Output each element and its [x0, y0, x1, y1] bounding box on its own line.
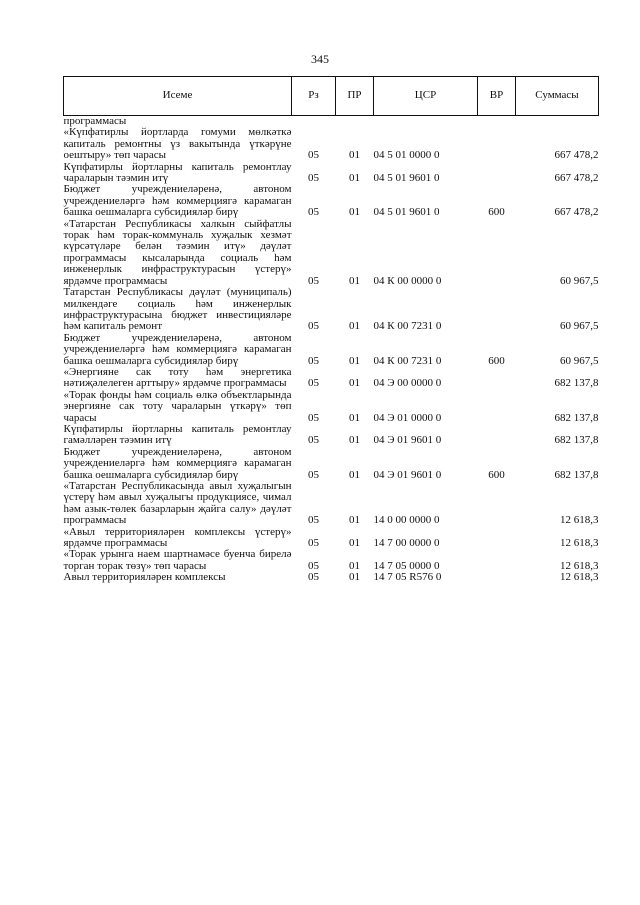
row-pr: 01: [349, 149, 360, 162]
table-row: [64, 219, 599, 287]
row-name: «Торак урынга наем шартнамәсе буенча бирелә торган торак төзү» төп чарасы: [63, 548, 292, 572]
row-pr: 01: [349, 411, 360, 424]
row-vr: [478, 481, 516, 527]
row-rz: 05: [308, 172, 319, 185]
table-row: [64, 162, 599, 185]
row-csr: 04 К 00 0000 0: [373, 274, 442, 287]
row-sum: 12 618,3: [560, 514, 599, 527]
table-header-row: [64, 77, 599, 116]
row-sum: 667 478,2: [554, 172, 599, 185]
table-row: [64, 572, 599, 583]
row-csr: 04 5 01 0000 0: [373, 149, 440, 162]
row-pr: 01: [349, 354, 360, 367]
row-rz: 05: [308, 434, 319, 447]
row-name: «Авыл территорияләрен комплексы үстерү» ярдәмче программасы: [63, 525, 292, 550]
row-rz: 05: [308, 537, 319, 550]
row-vr: [478, 162, 516, 185]
table-row: [64, 424, 599, 447]
row-csr: 04 Э 01 0000 0: [373, 411, 442, 424]
header-pr: ПР: [336, 77, 374, 116]
table-row: [64, 127, 599, 161]
row-sum: 667 478,2: [554, 149, 599, 162]
table-row: [64, 481, 599, 527]
row-rz: 05: [308, 206, 319, 219]
row-rz: 05: [308, 354, 319, 367]
page-number: 345: [311, 52, 329, 66]
table-row: [64, 287, 599, 333]
row-pr: 01: [349, 537, 360, 550]
row-vr: [478, 219, 516, 287]
row-sum: 60 967,5: [560, 274, 599, 287]
table-row: [64, 367, 599, 390]
row-rz: [292, 116, 336, 128]
table-row: [64, 527, 599, 550]
row-vr: [478, 390, 516, 424]
row-vr: [478, 287, 516, 333]
row-sum: 682 137,8: [554, 434, 599, 447]
row-sum: 682 137,8: [554, 411, 599, 424]
row-vr: 600: [488, 206, 505, 219]
row-csr: 14 7 00 0000 0: [373, 537, 440, 550]
row-sum: 60 967,5: [560, 354, 599, 367]
row-vr: [478, 549, 516, 572]
row-pr: 01: [349, 320, 360, 333]
row-name: Татарстан Республикасы дәүләт (муниципаль) милкендәге социаль һәм инженерлык инфраструктурасына бюджет инвестицияләре һәм капиталь ремонт: [63, 286, 292, 333]
header-name: Исеме: [64, 77, 292, 116]
row-name: Күпфатирлы йортларны капиталь ремонтлау гамәлләрен тәэмин итү: [63, 422, 292, 447]
row-rz: 05: [308, 274, 319, 287]
table-row: [64, 333, 599, 367]
row-rz: 05: [308, 149, 319, 162]
row-rz: 05: [308, 377, 319, 390]
row-vr: [478, 527, 516, 550]
row-csr: 14 0 00 0000 0: [373, 514, 440, 527]
row-name: «Энергияне сак тоту һәм энергетика нәтиҗәлелеген арттыру» ярдәмче программасы: [63, 365, 292, 390]
row-name: «Торак фонды һәм социаль өлкә объектларында энергияне сак тоту чараларын үткәрү» төп чарасы: [63, 388, 292, 424]
row-vr: 600: [488, 468, 505, 481]
row-name: Күпфатирлы йортларны капиталь ремонтлау чараларын тәэмин итү: [63, 160, 292, 185]
row-pr: [336, 116, 374, 128]
table-row: [64, 447, 599, 481]
row-csr: 04 5 01 9601 0: [373, 206, 440, 219]
row-sum: 682 137,8: [554, 377, 599, 390]
row-pr: 01: [349, 206, 360, 219]
row-csr: 04 Э 00 0000 0: [373, 377, 442, 390]
row-vr: 600: [488, 354, 505, 367]
header-vr: ВР: [478, 77, 516, 116]
row-pr: 01: [349, 514, 360, 527]
budget-table: [63, 76, 599, 584]
row-pr: 01: [349, 274, 360, 287]
header-sum: Суммасы: [516, 77, 599, 116]
row-csr: 14 7 05 R576 0: [373, 571, 442, 584]
row-rz: 05: [308, 559, 319, 572]
row-vr: [478, 367, 516, 390]
row-pr: 01: [349, 377, 360, 390]
row-csr: 04 5 01 9601 0: [373, 172, 440, 185]
row-name: «Татарстан Республикасы халкын сыйфатлы торак һәм торак-коммуналь хуҗалык хезмәт күрсәтүләре белән тәэмин итү» дәүләт программасы кысаларында социаль һәм инженерлык инфраструктурасын үстерү» ярдәмче программасы: [63, 217, 292, 287]
header-rz: Рз: [292, 77, 336, 116]
row-sum: 12 618,3: [560, 537, 599, 550]
row-name: Бюджет учреждениеләренә, автоном учреждениеләргә һәм коммерциягә карамаган башка оешмаларга субсидияләр бирү: [63, 331, 292, 367]
row-sum: 667 478,2: [554, 206, 599, 219]
row-rz: 05: [308, 571, 319, 584]
row-vr: [478, 424, 516, 447]
row-csr: 04 Э 01 9601 0: [373, 468, 442, 481]
row-pr: 01: [349, 434, 360, 447]
header-csr: ЦСР: [374, 77, 478, 116]
row-name: Бюджет учреждениеләренә, автоном учреждениеләргә һәм коммерциягә карамаган башка оешмаларга субсидияләр бирү: [63, 445, 292, 481]
table-row: [64, 184, 599, 218]
row-vr: [478, 116, 516, 128]
row-name: «Татарстан Республикасында авыл хуҗалыгын үстерү һәм авыл хуҗалыгы продукциясе, чимал һәм азык-төлек базарларын җайга салу» дәүләт программасы: [63, 480, 292, 527]
row-vr: [478, 572, 516, 583]
row-csr: 04 К 00 7231 0: [373, 320, 442, 333]
row-pr: 01: [349, 172, 360, 185]
row-rz: 05: [308, 411, 319, 424]
row-csr: [374, 116, 478, 128]
row-sum: [516, 116, 599, 128]
row-sum: 682 137,8: [554, 468, 599, 481]
row-csr: 04 К 00 7231 0: [373, 354, 442, 367]
row-csr: 14 7 05 0000 0: [373, 559, 440, 572]
table-row: [64, 390, 599, 424]
row-rz: 05: [308, 514, 319, 527]
row-name: «Күпфатирлы йортларда гомуми мөлкәткә капиталь ремонтны үз вакытында үткәрүне оештыру» төп чарасы: [63, 126, 292, 162]
row-sum: 12 618,3: [560, 559, 599, 572]
table-row: [64, 549, 599, 572]
row-pr: 01: [349, 571, 360, 584]
row-name: Авыл территорияләрен комплексы: [63, 571, 226, 584]
row-pr: 01: [349, 559, 360, 572]
row-name: Бюджет учреждениеләренә, автоном учреждениеләргә һәм коммерциягә карамаган башка оешмаларга субсидияләр бирү: [63, 183, 292, 219]
row-vr: [478, 127, 516, 161]
row-rz: 05: [308, 468, 319, 481]
row-pr: 01: [349, 468, 360, 481]
row-name: программасы: [63, 115, 127, 127]
row-sum: 12 618,3: [560, 571, 599, 584]
row-sum: 60 967,5: [560, 320, 599, 333]
row-csr: 04 Э 01 9601 0: [373, 434, 442, 447]
row-rz: 05: [308, 320, 319, 333]
